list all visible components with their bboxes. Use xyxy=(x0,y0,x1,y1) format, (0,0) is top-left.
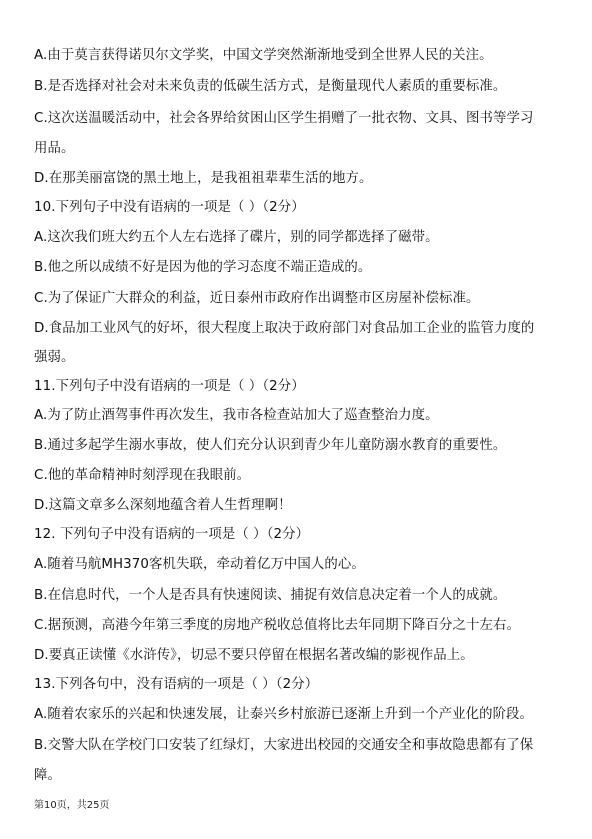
text-line: A.为了防止酒驾事件再次发生，我市各检查站加大了巡查整治力度。 xyxy=(34,408,439,423)
text-line: A.随着农家乐的兴起和快速发展，让泰兴乡村旅游已逐渐上升到一个产业化的阶段。 xyxy=(34,707,534,722)
text-line: C.为了保证广大群众的利益，近日泰州市政府作出调整市区房屋补偿标准。 xyxy=(34,291,480,306)
text-line: 强弱。 xyxy=(34,350,75,365)
question-heading: 12. 下列句子中没有语病的一项是（ ）（2分） xyxy=(34,527,310,542)
page-number: 第10页，共25页 xyxy=(34,800,110,811)
question-heading: 10.下列句子中没有语病的一项是（ ）（2分） xyxy=(34,200,305,215)
text-line: C.他的革命精神时刻浮现在我眼前。 xyxy=(34,468,251,483)
text-line: B.通过多起学生溺水事故，使人们充分认识到青少年儿童防溺水教育的重要性。 xyxy=(34,438,507,453)
text-line: A.这次我们班大约五个人左右选择了碟片，别的同学都选择了磁带。 xyxy=(34,230,439,245)
text-line: B.是否选择对社会对未来负责的低碳生活方式，是衡量现代人素质的重要标准。 xyxy=(34,79,507,94)
text-line: D.要真正读懂《水浒传》，切忌不要只停留在根据名著改编的影视作品上。 xyxy=(34,648,474,663)
text-line: D.在那美丽富饶的黑土地上，是我祖祖辈辈生活的地方。 xyxy=(34,171,373,186)
text-line: B.他之所以成绩不好是因为他的学习态度不端正造成的。 xyxy=(34,260,372,275)
text-line: C.据预测，高港今年第三季度的房地产税收总值将比去年同期下降百分之十左右。 xyxy=(34,618,520,633)
text-line: C.这次送温暖活动中，社会各界给贫困山区学生捐赠了一批衣物、文具、图书等学习 xyxy=(34,111,534,126)
text-line: A.由于莫言获得诺贝尔文学奖，中国文学突然渐渐地受到全世界人民的关注。 xyxy=(34,48,493,63)
text-line: B.在信息时代，一个人是否具有快速阅读、捕捉有效信息决定着一个人的成就。 xyxy=(34,588,507,603)
text-line: D.食品加工业风气的好坏，很大程度上取决于政府部门对食品加工企业的监管力度的 xyxy=(34,321,535,336)
text-line: 用品。 xyxy=(34,141,75,156)
text-line: A.随着马航MH370客机失联，牵动着亿万中国人的心。 xyxy=(34,557,365,572)
text-line: B.交警大队在学校门口安装了红绿灯，大家进出校园的交通安全和事故隐患都有了保 xyxy=(34,738,534,753)
text-line: D.这篇文章多么深刻地蕴含着人生哲理啊！ xyxy=(34,498,292,513)
question-heading: 13.下列各句中，没有语病的一项是（ ）（2分） xyxy=(34,677,319,692)
question-heading: 11.下列句子中没有语病的一项是（ ）（2分） xyxy=(34,379,305,394)
text-line: 障。 xyxy=(34,768,61,783)
